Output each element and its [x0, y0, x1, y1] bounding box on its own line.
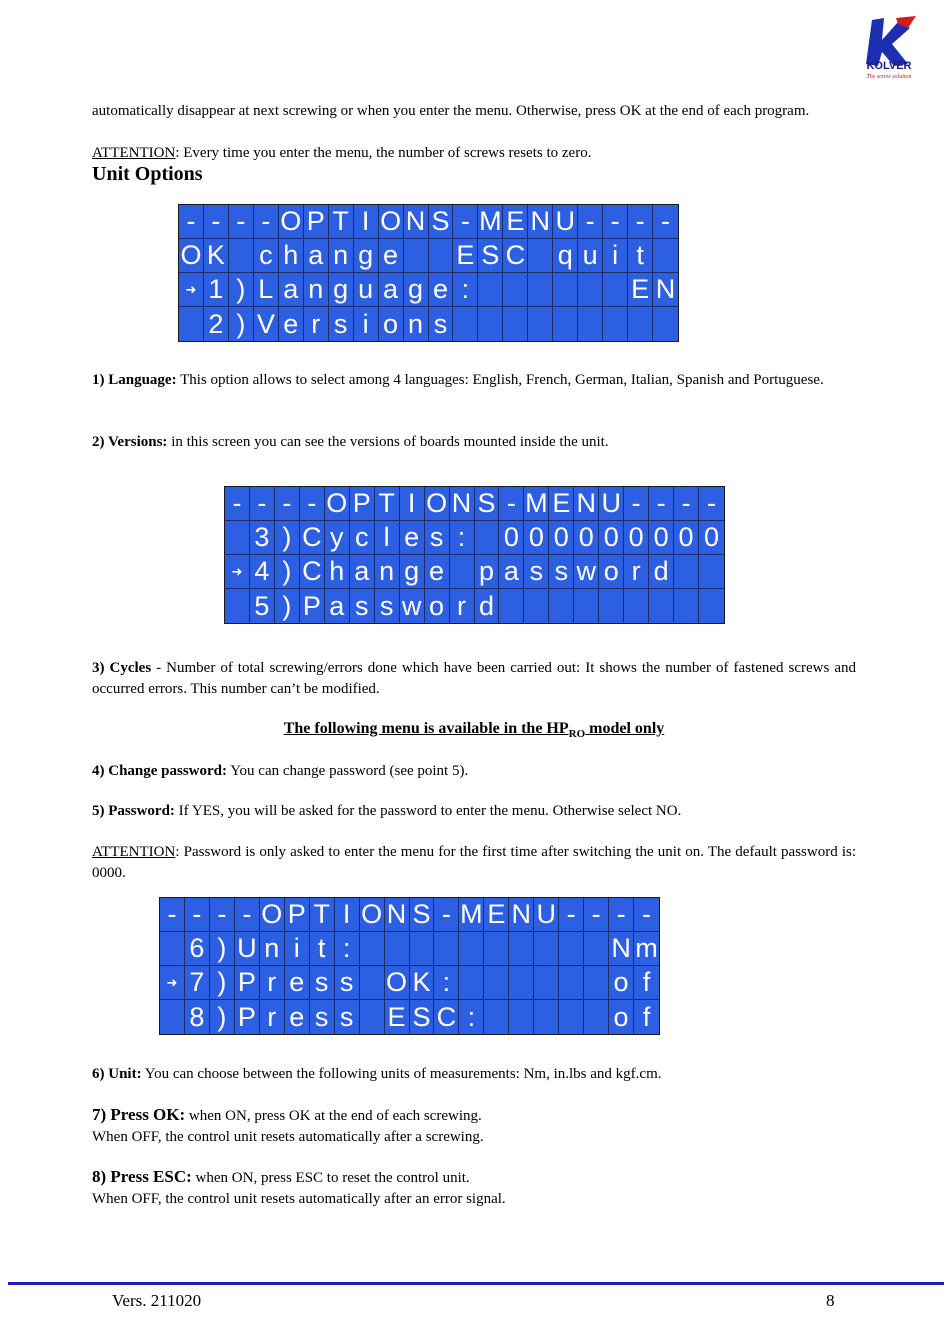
hpro-note-after: model only	[585, 720, 665, 737]
lcd-cell: f	[634, 966, 659, 1000]
lcd-screen-options-3	[159, 897, 660, 1035]
lcd-cell	[229, 239, 254, 273]
lcd-cell	[478, 307, 503, 341]
lcd-cell: n	[329, 239, 354, 273]
lcd-cell: S	[478, 239, 503, 273]
attention-paragraph	[92, 143, 856, 164]
lcd-cell: r	[260, 966, 285, 1000]
lcd-cell: C	[503, 239, 528, 273]
lcd-cell	[599, 589, 624, 623]
lcd-cell: P	[285, 898, 310, 932]
lcd-cell	[410, 932, 435, 966]
lcd-cell: m	[634, 932, 659, 966]
lcd-cell: s	[425, 521, 450, 555]
lcd-cell: U	[553, 205, 578, 239]
lcd-cell: )	[275, 589, 300, 623]
lcd-cell: o	[379, 307, 404, 341]
lcd-cell: -	[499, 487, 524, 521]
lcd-cell: -	[603, 205, 628, 239]
lcd-cell: 2	[204, 307, 229, 341]
hpro-note-sub: RO	[568, 728, 586, 741]
attention2-label: ATTENTION	[92, 844, 176, 860]
lcd-cell	[674, 589, 699, 623]
lcd-cell: -	[674, 487, 699, 521]
lcd-cell: d	[475, 589, 500, 623]
lcd-cell: r	[624, 555, 649, 589]
lcd-cell: -	[559, 898, 584, 932]
lcd-cell: g	[354, 239, 379, 273]
press-esc-text2: When OFF, the control unit resets automatically after an error signal.	[92, 1190, 506, 1207]
footer-rule	[8, 1282, 944, 1285]
lcd-cell	[360, 966, 385, 1000]
lcd-cell: e	[425, 555, 450, 589]
lcd-cell: )	[210, 1000, 235, 1034]
lcd-cell: -	[609, 898, 634, 932]
lcd-cell: P	[304, 205, 329, 239]
lcd-cell: O	[325, 487, 350, 521]
lcd-cell: 8	[185, 1000, 210, 1034]
lcd-cell	[160, 932, 185, 966]
lcd-cell: 4	[250, 555, 275, 589]
lcd-cell: N	[609, 932, 634, 966]
press-esc-label: 8) Press ESC:	[92, 1167, 192, 1186]
lcd-cell: -	[210, 898, 235, 932]
lcd-cell: a	[304, 239, 329, 273]
lcd-cell: -	[229, 205, 254, 239]
section-title: Unit Options	[92, 163, 203, 185]
lcd-cell: e	[379, 239, 404, 273]
lcd-cell: E	[453, 239, 478, 273]
lcd-cell: -	[250, 487, 275, 521]
lcd-cell: 0	[524, 521, 549, 555]
lcd-cell: q	[553, 239, 578, 273]
lcd-cell: N	[653, 273, 678, 307]
cycles-paragraph	[92, 658, 856, 699]
change-password-label: 4) Change password:	[92, 763, 228, 779]
unit-label: 6) Unit:	[92, 1066, 142, 1082]
lcd-cell: w	[400, 589, 425, 623]
hpro-note	[92, 720, 856, 740]
lcd-cell: e	[285, 1000, 310, 1034]
lcd-cell	[534, 1000, 559, 1034]
lcd-cell: O	[260, 898, 285, 932]
lcd-cell	[574, 589, 599, 623]
password-text: If YES, you will be asked for the password to enter the menu. Otherwise select NO.	[174, 803, 682, 819]
lcd-cell: a	[350, 555, 375, 589]
lcd-cell: 0	[499, 521, 524, 555]
lcd-cell	[553, 307, 578, 341]
lcd-cell: 1	[204, 273, 229, 307]
lcd-cell: U	[534, 898, 559, 932]
lcd-cell: -	[300, 487, 325, 521]
lcd-cell: -	[235, 898, 260, 932]
lcd-cell: -	[185, 898, 210, 932]
lcd-cell: )	[210, 966, 235, 1000]
lcd-cell: E	[503, 205, 528, 239]
lcd-cell	[653, 239, 678, 273]
lcd-cell	[360, 932, 385, 966]
intro-text: automatically disappear at next screwing or when you enter the menu. Otherwise, press OK at the end of each program.	[92, 103, 810, 119]
cycles-label: 3) Cycles	[92, 660, 152, 676]
lcd-cell: n	[304, 273, 329, 307]
lcd-cell: 3	[250, 521, 275, 555]
lcd-cell: s	[375, 589, 400, 623]
lcd-cell: S	[475, 487, 500, 521]
lcd-cell: S	[410, 898, 435, 932]
lcd-cell	[404, 239, 429, 273]
lcd-cell: P	[235, 966, 260, 1000]
lcd-cell: 0	[549, 521, 574, 555]
lcd-cell: g	[400, 555, 425, 589]
lcd-cell: -	[453, 205, 478, 239]
lcd-cell: 7	[185, 966, 210, 1000]
unit-text: You can choose between the following units of measurements: Nm, in.lbs and kgf.cm.	[141, 1066, 662, 1082]
lcd-cell: s	[549, 555, 574, 589]
lcd-cell: e	[429, 273, 454, 307]
lcd-cell: -	[434, 898, 459, 932]
lcd-cell: -	[649, 487, 674, 521]
lcd-cell: 5	[250, 589, 275, 623]
lcd-cell	[484, 932, 509, 966]
lcd-cell: -	[584, 898, 609, 932]
lcd-cell	[179, 307, 204, 341]
lcd-cell: C	[300, 521, 325, 555]
lcd-cell	[559, 1000, 584, 1034]
lcd-cell: r	[304, 307, 329, 341]
lcd-cell: -	[578, 205, 603, 239]
lcd-cell	[584, 932, 609, 966]
footer-version: Vers. 211020	[112, 1291, 202, 1310]
lcd-cell: M	[459, 898, 484, 932]
attention2-paragraph	[92, 842, 856, 883]
lcd-cell: 0	[599, 521, 624, 555]
lcd-cell: E	[549, 487, 574, 521]
lcd-cell: l	[375, 521, 400, 555]
lcd-cell	[584, 966, 609, 1000]
lcd-cell: a	[279, 273, 304, 307]
lcd-cell: i	[285, 932, 310, 966]
lcd-cell: s	[335, 1000, 360, 1034]
lcd-cell	[699, 555, 724, 589]
lcd-cell	[528, 307, 553, 341]
lcd-cell: C	[300, 555, 325, 589]
lcd-cell: L	[254, 273, 279, 307]
lcd-cell: n	[260, 932, 285, 966]
lcd-cell: I	[400, 487, 425, 521]
lcd-cell	[434, 932, 459, 966]
arrow-right-icon: ➜	[160, 966, 185, 1000]
lcd-screen-options-2	[224, 486, 725, 624]
lcd-cell: :	[453, 273, 478, 307]
lcd-cell: K	[204, 239, 229, 273]
hpro-note-before: The following menu is available in the HP	[283, 720, 569, 737]
lcd-cell: T	[329, 205, 354, 239]
lcd-cell	[534, 966, 559, 1000]
language-label: 1) Language:	[92, 372, 177, 388]
lcd-cell: e	[285, 966, 310, 1000]
attention2-text: : Password is only asked to enter the menu for the first time after switching the unit on. The default password is: 0000.	[92, 844, 856, 881]
lcd-cell	[578, 307, 603, 341]
press-esc-paragraph	[92, 1167, 856, 1209]
lcd-cell: E	[385, 1000, 410, 1034]
lcd-cell: o	[609, 966, 634, 1000]
lcd-cell	[628, 307, 653, 341]
lcd-cell	[509, 1000, 534, 1034]
lcd-cell: o	[425, 589, 450, 623]
lcd-cell	[649, 589, 674, 623]
lcd-cell	[225, 589, 250, 623]
lcd-cell: s	[310, 966, 335, 1000]
lcd-cell: g	[329, 273, 354, 307]
lcd-cell: O	[425, 487, 450, 521]
lcd-cell: E	[484, 898, 509, 932]
lcd-cell	[559, 966, 584, 1000]
lcd-cell: U	[235, 932, 260, 966]
lcd-cell: :	[434, 966, 459, 1000]
lcd-cell: 6	[185, 932, 210, 966]
lcd-cell: -	[225, 487, 250, 521]
language-text: This option allows to select among 4 languages: English, French, German, Italian, Spanish and Portuguese.	[176, 372, 824, 388]
lcd-cell: t	[628, 239, 653, 273]
lcd-cell: o	[609, 1000, 634, 1034]
lcd-cell	[524, 589, 549, 623]
lcd-cell: N	[450, 487, 475, 521]
lcd-cell: s	[350, 589, 375, 623]
lcd-cell	[509, 932, 534, 966]
lcd-cell	[225, 521, 250, 555]
lcd-cell	[450, 555, 475, 589]
lcd-cell	[653, 307, 678, 341]
lcd-cell: S	[410, 1000, 435, 1034]
lcd-cell: -	[628, 205, 653, 239]
lcd-cell: -	[653, 205, 678, 239]
lcd-cell	[528, 239, 553, 273]
lcd-cell	[528, 273, 553, 307]
lcd-cell: -	[275, 487, 300, 521]
lcd-cell	[459, 966, 484, 1000]
lcd-cell: O	[279, 205, 304, 239]
lcd-cell	[503, 273, 528, 307]
lcd-cell: E	[628, 273, 653, 307]
change-password-text: You can change password (see point 5).	[227, 763, 469, 779]
lcd-cell: )	[210, 932, 235, 966]
lcd-cell: N	[385, 898, 410, 932]
lcd-cell: n	[404, 307, 429, 341]
lcd-cell	[624, 589, 649, 623]
lcd-cell: P	[235, 1000, 260, 1034]
lcd-cell: u	[578, 239, 603, 273]
lcd-cell: )	[229, 307, 254, 341]
lcd-cell	[160, 1000, 185, 1034]
lcd-cell: N	[509, 898, 534, 932]
attention-text: : Every time you enter the menu, the number of screws resets to zero.	[175, 145, 592, 161]
lcd-cell: g	[404, 273, 429, 307]
versions-paragraph	[92, 432, 856, 453]
lcd-cell: I	[354, 205, 379, 239]
lcd-cell	[385, 932, 410, 966]
lcd-cell: d	[649, 555, 674, 589]
lcd-cell: :	[335, 932, 360, 966]
lcd-cell: 0	[624, 521, 649, 555]
lcd-cell	[674, 555, 699, 589]
lcd-cell: -	[179, 205, 204, 239]
lcd-cell: h	[325, 555, 350, 589]
lcd-cell: o	[599, 555, 624, 589]
lcd-cell: N	[404, 205, 429, 239]
lcd-cell: r	[260, 1000, 285, 1034]
press-ok-paragraph	[92, 1105, 856, 1147]
lcd-cell: )	[229, 273, 254, 307]
lcd-cell: a	[325, 589, 350, 623]
lcd-cell: P	[350, 487, 375, 521]
lcd-cell: S	[429, 205, 454, 239]
lcd-cell	[699, 589, 724, 623]
lcd-cell: 0	[574, 521, 599, 555]
lcd-cell: N	[574, 487, 599, 521]
cycles-text: - Number of total screwing/errors done which have been carried out: It shows the number of fastened screws and occurred errors. This number can’t be modified.	[92, 660, 856, 697]
lcd-cell: C	[434, 1000, 459, 1034]
lcd-cell	[475, 521, 500, 555]
lcd-cell	[603, 273, 628, 307]
press-ok-label: 7) Press OK:	[92, 1105, 186, 1124]
lcd-cell: :	[459, 1000, 484, 1034]
lcd-cell: e	[400, 521, 425, 555]
lcd-cell	[549, 589, 574, 623]
lcd-cell: -	[204, 205, 229, 239]
lcd-cell: P	[300, 589, 325, 623]
attention-label: ATTENTION	[92, 145, 176, 161]
lcd-cell: )	[275, 555, 300, 589]
page-number: 8	[826, 1291, 835, 1310]
lcd-cell: e	[279, 307, 304, 341]
lcd-cell	[360, 1000, 385, 1034]
lcd-cell: 0	[649, 521, 674, 555]
lcd-cell: s	[335, 966, 360, 1000]
lcd-cell: I	[335, 898, 360, 932]
lcd-cell: p	[475, 555, 500, 589]
lcd-cell: u	[354, 273, 379, 307]
lcd-cell	[459, 932, 484, 966]
lcd-cell: i	[603, 239, 628, 273]
lcd-cell: 0	[674, 521, 699, 555]
lcd-cell: n	[375, 555, 400, 589]
lcd-cell: M	[524, 487, 549, 521]
lcd-cell: i	[354, 307, 379, 341]
press-ok-text2: When OFF, the control unit resets automatically after a screwing.	[92, 1128, 484, 1145]
lcd-cell	[484, 966, 509, 1000]
lcd-cell: O	[360, 898, 385, 932]
change-password-paragraph	[92, 761, 856, 782]
lcd-cell: M	[478, 205, 503, 239]
lcd-cell: a	[499, 555, 524, 589]
lcd-cell	[478, 273, 503, 307]
lcd-cell: T	[375, 487, 400, 521]
lcd-cell: a	[379, 273, 404, 307]
lcd-cell	[453, 307, 478, 341]
lcd-cell: -	[699, 487, 724, 521]
lcd-screen-options-1	[178, 204, 679, 342]
lcd-cell	[603, 307, 628, 341]
lcd-cell: s	[524, 555, 549, 589]
intro-paragraph	[92, 101, 856, 122]
lcd-cell: K	[410, 966, 435, 1000]
lcd-cell: r	[450, 589, 475, 623]
lcd-cell	[509, 966, 534, 1000]
lcd-cell	[484, 1000, 509, 1034]
lcd-cell: t	[310, 932, 335, 966]
lcd-cell: N	[528, 205, 553, 239]
lcd-cell: :	[450, 521, 475, 555]
lcd-cell: V	[254, 307, 279, 341]
lcd-cell: s	[329, 307, 354, 341]
lcd-cell	[553, 273, 578, 307]
lcd-cell: s	[310, 1000, 335, 1034]
press-ok-text: when ON, press OK at the end of each screwing.	[185, 1108, 482, 1124]
lcd-cell: 0	[699, 521, 724, 555]
lcd-cell	[559, 932, 584, 966]
lcd-cell: f	[642, 1001, 651, 1032]
lcd-cell	[503, 307, 528, 341]
versions-label: 2) Versions:	[92, 434, 168, 450]
lcd-cell: T	[310, 898, 335, 932]
lcd-cell: O	[385, 966, 410, 1000]
lcd-cell: y	[325, 521, 350, 555]
lcd-cell	[584, 1000, 609, 1034]
lcd-cell: O	[179, 239, 204, 273]
logo-wordmark: KOLVER	[866, 60, 912, 72]
arrow-right-icon: ➜	[179, 273, 204, 307]
logo-tagline: The screw solution	[866, 74, 912, 80]
lcd-cell: -	[160, 898, 185, 932]
unit-paragraph	[92, 1064, 856, 1085]
lcd-cell: c	[350, 521, 375, 555]
lcd-cell	[534, 932, 559, 966]
lcd-cell	[499, 589, 524, 623]
lcd-cell: -	[624, 487, 649, 521]
lcd-cell	[578, 273, 603, 307]
lcd-cell: U	[599, 487, 624, 521]
language-paragraph	[92, 370, 856, 391]
lcd-cell: )	[275, 521, 300, 555]
password-paragraph	[92, 801, 856, 822]
lcd-cell: h	[279, 239, 304, 273]
lcd-cell: s	[429, 307, 454, 341]
password-label: 5) Password:	[92, 803, 175, 819]
lcd-cell: c	[254, 239, 279, 273]
lcd-cell: O	[379, 205, 404, 239]
lcd-cell	[429, 239, 454, 273]
lcd-cell: -	[634, 898, 659, 932]
arrow-right-icon: ➜	[225, 555, 250, 589]
lcd-cell: -	[254, 205, 279, 239]
lcd-cell: w	[574, 555, 599, 589]
versions-text: in this screen you can see the versions of boards mounted inside the unit.	[167, 434, 609, 450]
press-esc-text: when ON, press ESC to reset the control unit.	[191, 1170, 470, 1186]
